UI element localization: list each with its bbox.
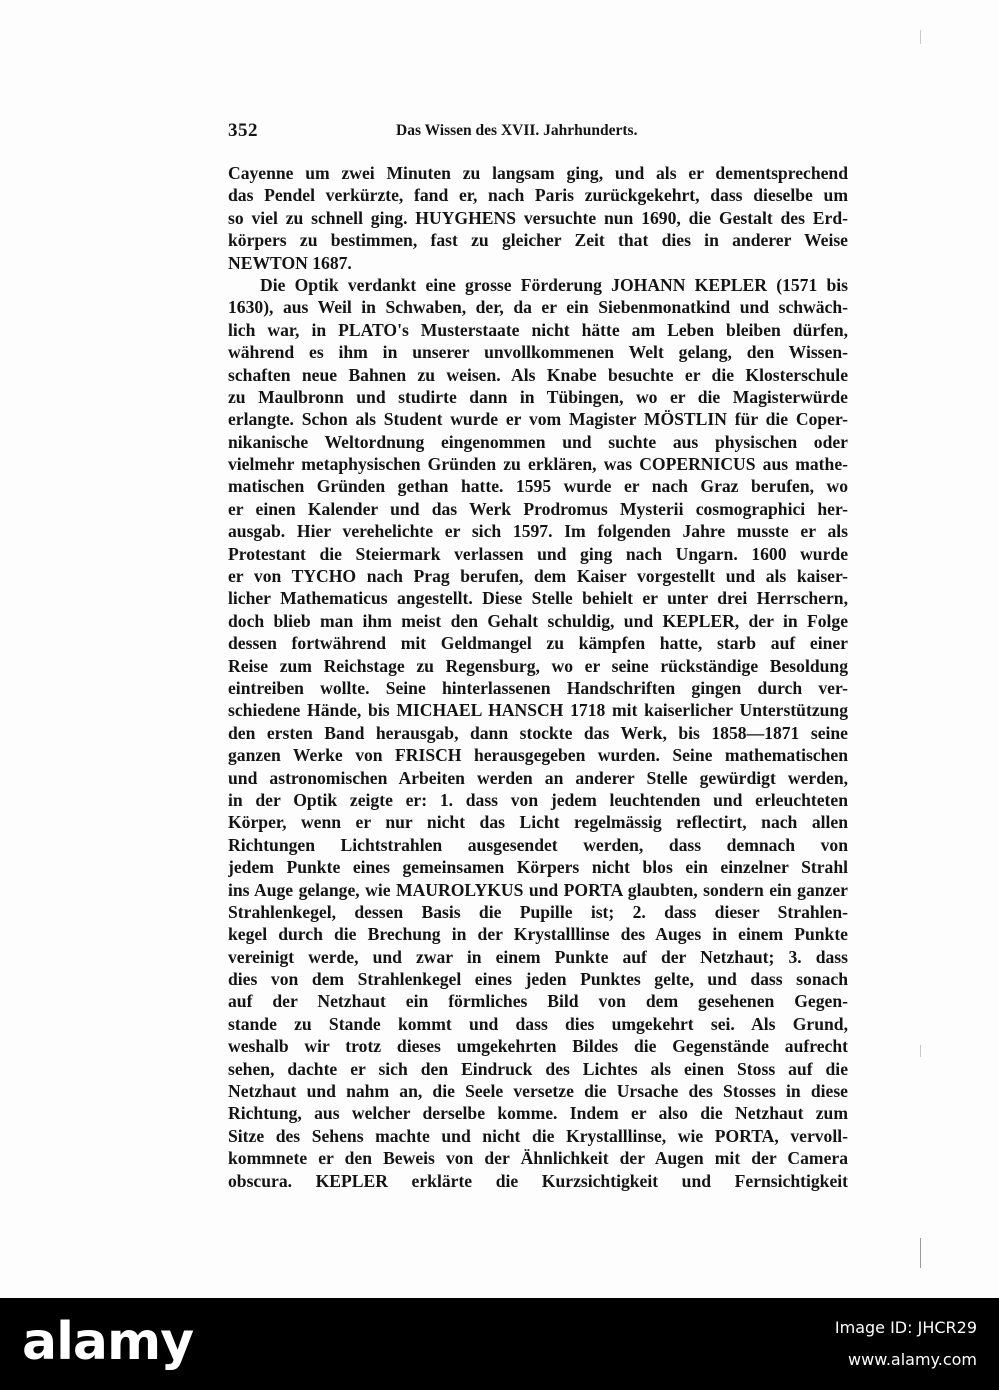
text-line: den ersten Band herausgab, dann stockte das Werk, bis 1858—1871 seine — [228, 722, 848, 743]
body-text — [228, 162, 848, 1192]
text-line: er von TYCHO nach Prag berufen, dem Kaiser vorgestellt und als kaiser- — [228, 566, 848, 587]
text-line: 1630), aus Weil in Schwaben, der, da er ein Siebenmonatkind und schwäch- — [228, 297, 848, 318]
text-line: Richtungen Lichtstrahlen ausgesendet werden, dass demnach von — [228, 834, 848, 855]
text-line: stande zu Stande kommt und dass dies umgekehrt sei. Als Grund, — [228, 1013, 848, 1034]
text-line: Richtung, aus welcher derselbe komme. Indem er also die Netzhaut zum — [228, 1103, 848, 1124]
text-line: sehen, dachte er sich den Eindruck des Lichtes als einen Stoss auf die — [228, 1058, 848, 1079]
page-header — [228, 120, 846, 148]
text-line: er einen Kalender und das Werk Prodromus Mysterii cosmographici her- — [228, 498, 848, 519]
text-line: schiedene Hände, bis MICHAEL HANSCH 1718 mit kaiserlicher Unterstützung — [228, 700, 848, 721]
text-line: Netzhaut und nahm an, die Seele versetze die Ursache des Stosses in diese — [228, 1081, 848, 1102]
text-line: Reise zum Reichstage zu Regensburg, wo er seine rückständige Besoldung — [228, 655, 848, 676]
alamy-logo: alamy — [22, 1312, 194, 1372]
text-line: licher Mathematicus angestellt. Diese Stelle behielt er unter drei Herrschern, — [228, 588, 848, 609]
watermark-footer — [0, 1298, 999, 1390]
text-line: ausgab. Hier verehelichte er sich 1597. Im folgenden Jahre musste er als — [228, 521, 848, 542]
margin-mark — [920, 30, 921, 44]
text-line: dies von dem Strahlenkegel eines jeden Punktes gelte, und dass sonach — [228, 969, 848, 990]
text-line: vereinigt werde, und zwar in einem Punkte auf der Netzhaut; 3. dass — [228, 946, 848, 967]
text-line: Die Optik verdankt eine grosse Förderung JOHANN KEPLER (1571 bis — [260, 274, 848, 295]
text-line: Körper, wenn er nur nicht das Licht regelmässig reflectirt, nach allen — [228, 812, 848, 833]
text-line: obscura. KEPLER erklärte die Kurzsichtigkeit und Fernsichtigkeit — [228, 1170, 848, 1191]
text-line: ganzen Werke von FRISCH herausgegeben wurden. Seine mathematischen — [228, 745, 848, 766]
text-line: vielmehr metaphysischen Gründen zu erklären, was COPERNICUS aus mathe- — [228, 454, 848, 475]
text-line: während es ihm in unserer unvollkommenen Welt gelang, den Wissen- — [228, 342, 848, 363]
text-line: jedem Punkte eines gemeinsamen Körpers nicht blos ein einzelner Strahl — [228, 857, 848, 878]
text-line: ins Auge gelange, wie MAUROLYKUS und PORTA glaubten, sondern ein ganzer — [228, 879, 848, 900]
text-line: Cayenne um zwei Minuten zu langsam ging, und als er dementsprechend — [228, 163, 848, 183]
margin-mark — [920, 1045, 921, 1057]
footer-url: www.alamy.com — [848, 1350, 977, 1369]
text-line: in der Optik zeigte er: 1. dass von jedem leuchtenden und erleuchteten — [228, 789, 848, 810]
text-line: matischen Gründen gethan hatte. 1595 wurde er nach Graz berufen, wo — [228, 476, 848, 497]
text-line: NEWTON 1687. — [228, 252, 352, 273]
text-line: das Pendel verkürzte, fand er, nach Paris zurückgekehrt, dass dieselbe um — [228, 185, 848, 206]
page-number: 352 — [228, 120, 258, 141]
running-head: Das Wissen des XVII. Jahrhunderts. — [396, 122, 638, 139]
text-line: kommnete er den Beweis von der Ähnlichkeit der Augen mit der Camera — [228, 1148, 848, 1169]
image-id: Image ID: JHCR29 — [834, 1318, 977, 1337]
text-line: eintreiben wollte. Seine hinterlassenen Handschriften gingen durch ver- — [228, 677, 848, 698]
text-line: nikanische Weltordnung eingenommen und suchte aus physischen oder — [228, 431, 848, 452]
text-line: dessen fortwährend mit Geldmangel zu kämpfen hatte, starb auf einer — [228, 633, 848, 654]
text-line: zu Maulbronn und studirte dann in Tübingen, wo er die Magisterwürde — [228, 386, 848, 407]
text-line: Protestant die Steiermark verlassen und ging nach Ungarn. 1600 wurde — [228, 543, 848, 564]
margin-mark — [920, 1238, 921, 1268]
text-line: auf der Netzhaut ein förmliches Bild von dem gesehenen Gegen- — [228, 991, 848, 1012]
text-line: doch blieb man ihm meist den Gehalt schuldig, und KEPLER, der in Folge — [228, 610, 848, 631]
text-line: erlangte. Schon als Student wurde er vom Magister MÖSTLIN für die Coper- — [228, 409, 848, 430]
text-line: weshalb wir trotz dieses umgekehrten Bildes die Gegenstände aufrecht — [228, 1036, 848, 1057]
text-line: so viel zu schnell ging. HUYGHENS versuchte nun 1690, die Gestalt des Erd- — [228, 207, 848, 228]
text-line: körpers zu bestimmen, fast zu gleicher Zeit that dies in anderer Weise — [228, 230, 848, 251]
text-line: schaften neue Bahnen zu weisen. Als Knabe besuchte er die Klosterschule — [228, 364, 848, 385]
text-line: lich war, in PLATO's Musterstaate nicht hätte am Leben bleiben dürfen, — [228, 319, 848, 340]
text-line: kegel durch die Brechung in der Krystalllinse des Auges in einem Punkte — [228, 924, 848, 945]
text-line: und astronomischen Arbeiten werden an anderer Stelle gewürdigt werden, — [228, 767, 848, 788]
text-line: Strahlenkegel, dessen Basis die Pupille ist; 2. dass dieser Strahlen- — [228, 901, 848, 922]
text-line: Sitze des Sehens machte und nicht die Krystalllinse, wie PORTA, vervoll- — [228, 1125, 848, 1146]
